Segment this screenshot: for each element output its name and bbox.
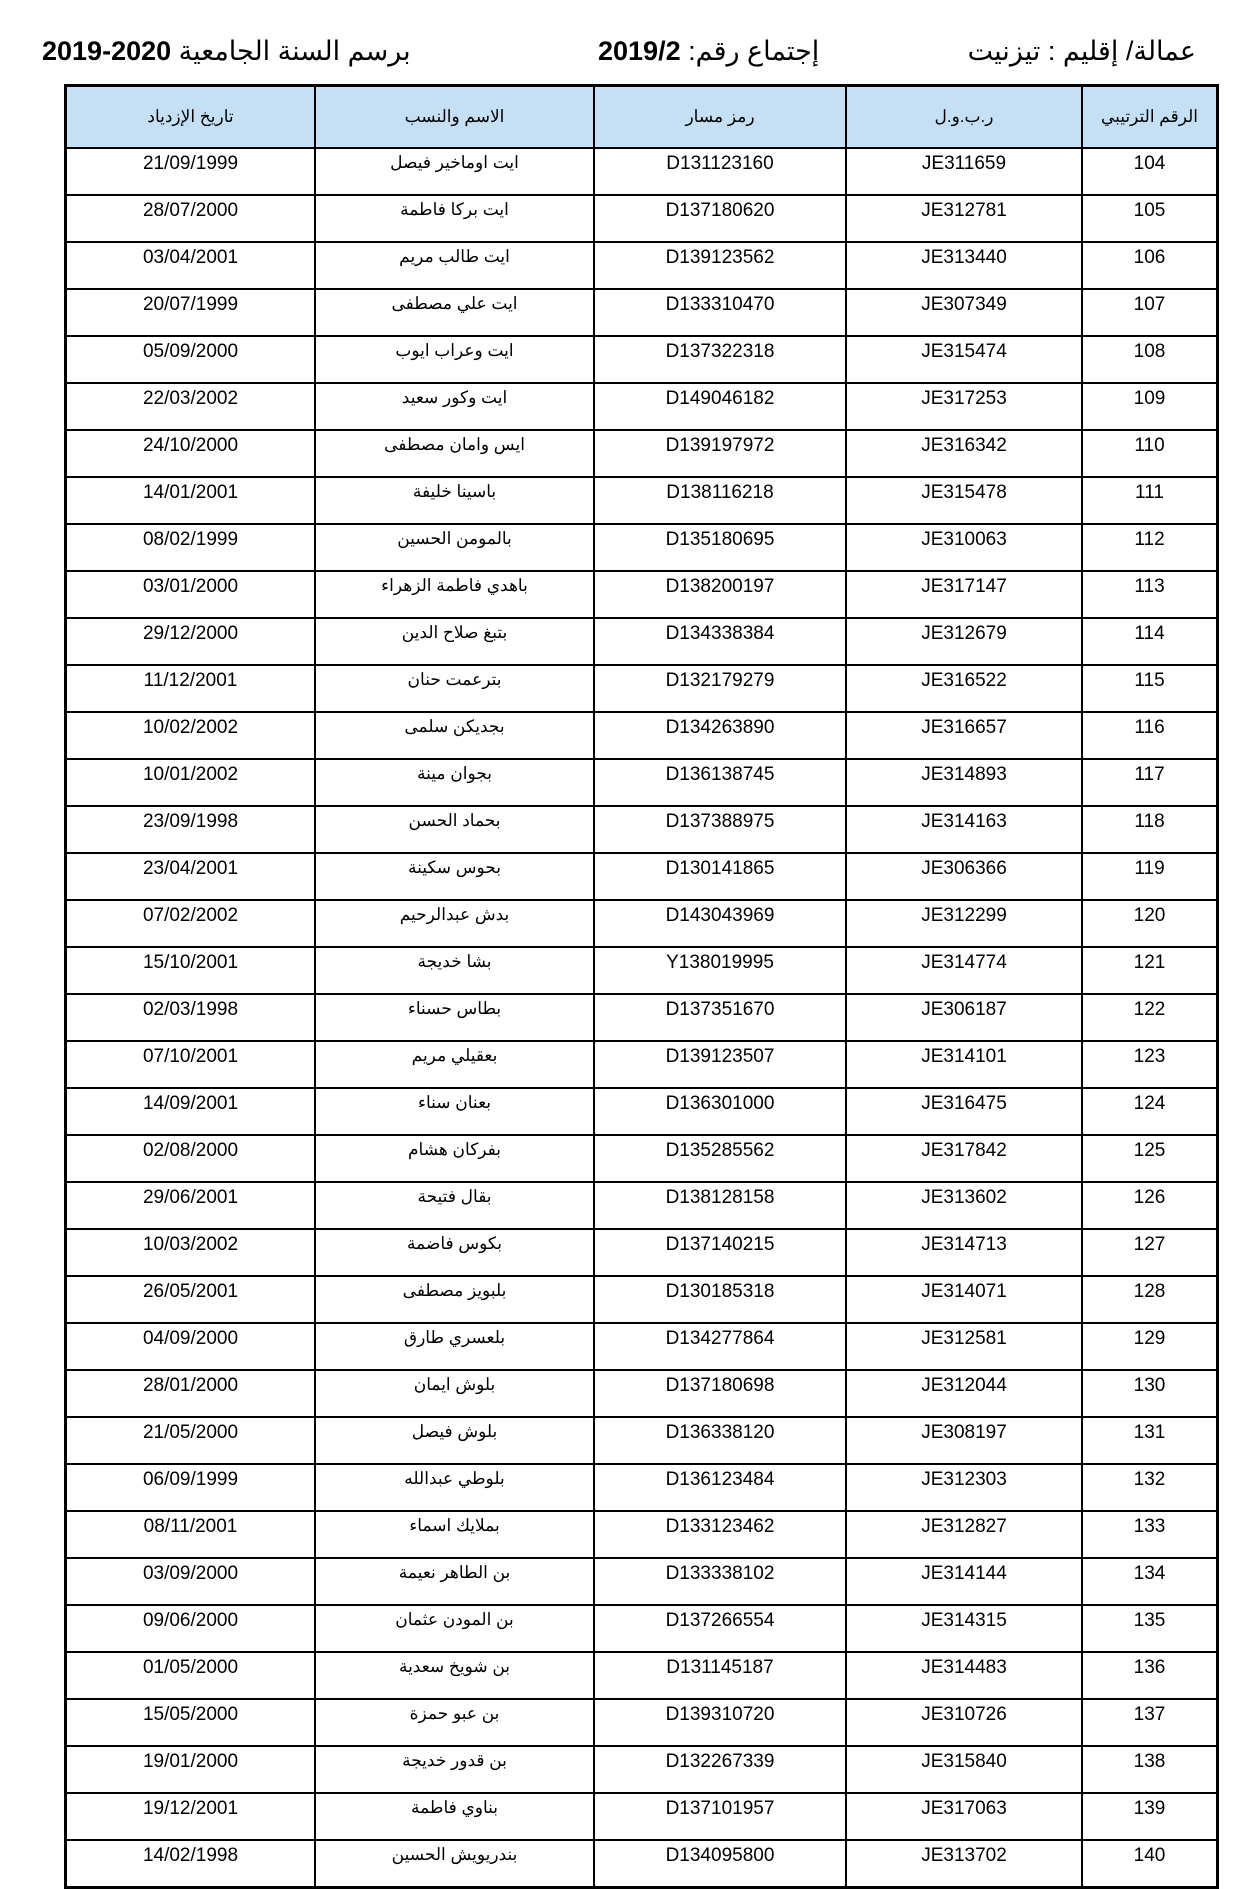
order-cell: 139 — [1082, 1793, 1218, 1840]
massar-cell: D139197972 — [594, 430, 846, 477]
order-cell: 122 — [1082, 994, 1218, 1041]
birthdate-cell: 10/01/2002 — [66, 759, 316, 806]
table-row — [66, 1041, 1218, 1088]
table-row — [66, 1182, 1218, 1229]
name-cell: بن قدور خديجة — [315, 1746, 594, 1793]
birthdate-cell: 03/01/2000 — [66, 571, 316, 618]
cne-cell: JE317147 — [846, 571, 1082, 618]
order-cell: 117 — [1082, 759, 1218, 806]
cne-cell: JE306187 — [846, 994, 1082, 1041]
name-cell: بن شويخ سعدية — [315, 1652, 594, 1699]
order-cell: 133 — [1082, 1511, 1218, 1558]
massar-cell: D149046182 — [594, 383, 846, 430]
massar-cell: Y138019995 — [594, 947, 846, 994]
name-cell: بعنان سناء — [315, 1088, 594, 1135]
table-row — [66, 148, 1218, 195]
cne-cell: JE313702 — [846, 1840, 1082, 1888]
massar-cell: D131145187 — [594, 1652, 846, 1699]
order-cell: 111 — [1082, 477, 1218, 524]
birthdate-cell: 02/08/2000 — [66, 1135, 316, 1182]
birthdate-cell: 20/07/1999 — [66, 289, 316, 336]
cne-cell: JE314893 — [846, 759, 1082, 806]
massar-cell: D137180620 — [594, 195, 846, 242]
birthdate-cell: 21/09/1999 — [66, 148, 316, 195]
academic-year — [42, 36, 411, 67]
table-row — [66, 1229, 1218, 1276]
birthdate-cell: 08/02/1999 — [66, 524, 316, 571]
table-row — [66, 1323, 1218, 1370]
table-row — [66, 383, 1218, 430]
cne-cell: JE308197 — [846, 1417, 1082, 1464]
massar-cell: D137322318 — [594, 336, 846, 383]
table-row — [66, 1746, 1218, 1793]
cne-cell: JE312303 — [846, 1464, 1082, 1511]
name-cell: بن المودن عثمان — [315, 1605, 594, 1652]
massar-cell: D137351670 — [594, 994, 846, 1041]
birthdate-cell: 10/03/2002 — [66, 1229, 316, 1276]
table-row — [66, 712, 1218, 759]
cne-cell: JE316342 — [846, 430, 1082, 477]
col-header-birthdate: تاريخ الإزدياد — [66, 86, 316, 149]
cne-cell: JE314144 — [846, 1558, 1082, 1605]
meeting-number: 2019/2 — [598, 36, 681, 66]
massar-cell: D138200197 — [594, 571, 846, 618]
name-cell: بفركان هشام — [315, 1135, 594, 1182]
birthdate-cell: 19/01/2000 — [66, 1746, 316, 1793]
cne-cell: JE317063 — [846, 1793, 1082, 1840]
table-row — [66, 1699, 1218, 1746]
order-cell: 119 — [1082, 853, 1218, 900]
name-cell: ايت بركا فاطمة — [315, 195, 594, 242]
name-cell: بلوش ايمان — [315, 1370, 594, 1417]
order-cell: 130 — [1082, 1370, 1218, 1417]
cne-cell: JE312827 — [846, 1511, 1082, 1558]
order-cell: 116 — [1082, 712, 1218, 759]
massar-cell: D136123484 — [594, 1464, 846, 1511]
birthdate-cell: 03/04/2001 — [66, 242, 316, 289]
massar-cell: D134338384 — [594, 618, 846, 665]
table-row — [66, 1840, 1218, 1888]
cne-cell: JE313440 — [846, 242, 1082, 289]
massar-cell: D139310720 — [594, 1699, 846, 1746]
birthdate-cell: 29/12/2000 — [66, 618, 316, 665]
table-row — [66, 289, 1218, 336]
birthdate-cell: 15/05/2000 — [66, 1699, 316, 1746]
birthdate-cell: 26/05/2001 — [66, 1276, 316, 1323]
massar-cell: D137266554 — [594, 1605, 846, 1652]
name-cell: بحماد الحسن — [315, 806, 594, 853]
students-table — [64, 84, 1219, 1889]
order-cell: 135 — [1082, 1605, 1218, 1652]
birthdate-cell: 07/02/2002 — [66, 900, 316, 947]
massar-cell: D131123160 — [594, 148, 846, 195]
cne-cell: JE307349 — [846, 289, 1082, 336]
table-row — [66, 806, 1218, 853]
name-cell: ايت اوماخير فيصل — [315, 148, 594, 195]
cne-cell: JE312299 — [846, 900, 1082, 947]
massar-cell: D137101957 — [594, 1793, 846, 1840]
birthdate-cell: 19/12/2001 — [66, 1793, 316, 1840]
birthdate-cell: 14/02/1998 — [66, 1840, 316, 1888]
massar-cell: D132179279 — [594, 665, 846, 712]
name-cell: ايت طالب مريم — [315, 242, 594, 289]
birthdate-cell: 22/03/2002 — [66, 383, 316, 430]
birthdate-cell: 28/07/2000 — [66, 195, 316, 242]
meeting-info — [598, 36, 819, 67]
name-cell: باهدي فاطمة الزهراء — [315, 571, 594, 618]
order-cell: 140 — [1082, 1840, 1218, 1888]
order-cell: 104 — [1082, 148, 1218, 195]
massar-cell: D134277864 — [594, 1323, 846, 1370]
massar-cell: D138116218 — [594, 477, 846, 524]
name-cell: بجوان مينة — [315, 759, 594, 806]
name-cell: ايت وكور سعيد — [315, 383, 594, 430]
birthdate-cell: 03/09/2000 — [66, 1558, 316, 1605]
table-row — [66, 618, 1218, 665]
name-cell: ايت علي مصطفى — [315, 289, 594, 336]
academic-year-value: 2020-2019 — [42, 36, 172, 66]
table-row — [66, 1793, 1218, 1840]
table-row — [66, 853, 1218, 900]
birthdate-cell: 11/12/2001 — [66, 665, 316, 712]
birthdate-cell: 28/01/2000 — [66, 1370, 316, 1417]
table-row — [66, 1276, 1218, 1323]
cne-cell: JE317842 — [846, 1135, 1082, 1182]
birthdate-cell: 10/02/2002 — [66, 712, 316, 759]
birthdate-cell: 01/05/2000 — [66, 1652, 316, 1699]
name-cell: بلوش فيصل — [315, 1417, 594, 1464]
order-cell: 109 — [1082, 383, 1218, 430]
cne-cell: JE313602 — [846, 1182, 1082, 1229]
order-cell: 115 — [1082, 665, 1218, 712]
cne-cell: JE312781 — [846, 195, 1082, 242]
birthdate-cell: 29/06/2001 — [66, 1182, 316, 1229]
name-cell: بترعمت حنان — [315, 665, 594, 712]
table-row — [66, 477, 1218, 524]
cne-cell: JE315478 — [846, 477, 1082, 524]
table-row — [66, 242, 1218, 289]
massar-cell: D137180698 — [594, 1370, 846, 1417]
col-header-massar: رمز مسار — [594, 86, 846, 149]
cne-cell: JE306366 — [846, 853, 1082, 900]
cne-cell: JE312044 — [846, 1370, 1082, 1417]
massar-cell: D137140215 — [594, 1229, 846, 1276]
order-cell: 124 — [1082, 1088, 1218, 1135]
massar-cell: D139123562 — [594, 242, 846, 289]
order-cell: 136 — [1082, 1652, 1218, 1699]
table-header-row — [66, 86, 1218, 149]
order-cell: 132 — [1082, 1464, 1218, 1511]
name-cell: بندريويش الحسين — [315, 1840, 594, 1888]
order-cell: 138 — [1082, 1746, 1218, 1793]
cne-cell: JE314483 — [846, 1652, 1082, 1699]
cne-cell: JE316657 — [846, 712, 1082, 759]
table-row — [66, 900, 1218, 947]
massar-cell: D133338102 — [594, 1558, 846, 1605]
cne-cell: JE314713 — [846, 1229, 1082, 1276]
massar-cell: D135285562 — [594, 1135, 846, 1182]
birthdate-cell: 09/06/2000 — [66, 1605, 316, 1652]
table-row — [66, 1370, 1218, 1417]
massar-cell: D133123462 — [594, 1511, 846, 1558]
name-cell: بلعسري طارق — [315, 1323, 594, 1370]
name-cell: باسينا خليفة — [315, 477, 594, 524]
table-row — [66, 1088, 1218, 1135]
birthdate-cell: 23/09/1998 — [66, 806, 316, 853]
cne-cell: JE310726 — [846, 1699, 1082, 1746]
birthdate-cell: 04/09/2000 — [66, 1323, 316, 1370]
birthdate-cell: 15/10/2001 — [66, 947, 316, 994]
cne-cell: JE316475 — [846, 1088, 1082, 1135]
table-row — [66, 336, 1218, 383]
cne-cell: JE315840 — [846, 1746, 1082, 1793]
order-cell: 125 — [1082, 1135, 1218, 1182]
col-header-cne: ر.ب.و.ل — [846, 86, 1082, 149]
birthdate-cell: 24/10/2000 — [66, 430, 316, 477]
massar-cell: D133310470 — [594, 289, 846, 336]
cne-cell: JE312581 — [846, 1323, 1082, 1370]
table-row — [66, 571, 1218, 618]
cne-cell: JE314774 — [846, 947, 1082, 994]
massar-cell: D136301000 — [594, 1088, 846, 1135]
order-cell: 128 — [1082, 1276, 1218, 1323]
table-row — [66, 195, 1218, 242]
name-cell: بن عبو حمزة — [315, 1699, 594, 1746]
cne-cell: JE310063 — [846, 524, 1082, 571]
cne-cell: JE316522 — [846, 665, 1082, 712]
cne-cell: JE315474 — [846, 336, 1082, 383]
massar-cell: D135180695 — [594, 524, 846, 571]
order-cell: 129 — [1082, 1323, 1218, 1370]
order-cell: 106 — [1082, 242, 1218, 289]
name-cell: بعقيلي مريم — [315, 1041, 594, 1088]
name-cell: بلوطي عبدالله — [315, 1464, 594, 1511]
birthdate-cell: 14/01/2001 — [66, 477, 316, 524]
order-cell: 120 — [1082, 900, 1218, 947]
name-cell: بطاس حسناء — [315, 994, 594, 1041]
birthdate-cell: 14/09/2001 — [66, 1088, 316, 1135]
table-row — [66, 1135, 1218, 1182]
table-row — [66, 994, 1218, 1041]
name-cell: بن الطاهر نعيمة — [315, 1558, 594, 1605]
name-cell: بملايك اسماء — [315, 1511, 594, 1558]
table-row — [66, 1652, 1218, 1699]
name-cell: بدش عبدالرحيم — [315, 900, 594, 947]
order-cell: 137 — [1082, 1699, 1218, 1746]
massar-cell: D138128158 — [594, 1182, 846, 1229]
region-label: عمالة/ إقليم : تيزنيت — [967, 36, 1196, 66]
massar-cell: D136338120 — [594, 1417, 846, 1464]
cne-cell: JE311659 — [846, 148, 1082, 195]
cne-cell: JE317253 — [846, 383, 1082, 430]
name-cell: بناوي فاطمة — [315, 1793, 594, 1840]
table-row — [66, 947, 1218, 994]
order-cell: 127 — [1082, 1229, 1218, 1276]
massar-cell: D137388975 — [594, 806, 846, 853]
birthdate-cell: 08/11/2001 — [66, 1511, 316, 1558]
massar-cell: D139123507 — [594, 1041, 846, 1088]
order-cell: 131 — [1082, 1417, 1218, 1464]
meeting-label: إجتماع رقم: — [688, 36, 820, 66]
massar-cell: D134263890 — [594, 712, 846, 759]
cne-cell: JE314163 — [846, 806, 1082, 853]
name-cell: بجديكن سلمى — [315, 712, 594, 759]
name-cell: بحوس سكينة — [315, 853, 594, 900]
cne-cell: JE314071 — [846, 1276, 1082, 1323]
birthdate-cell: 06/09/1999 — [66, 1464, 316, 1511]
order-cell: 112 — [1082, 524, 1218, 571]
name-cell: ايت وعراب ايوب — [315, 336, 594, 383]
order-cell: 121 — [1082, 947, 1218, 994]
name-cell: بلبويز مصطفى — [315, 1276, 594, 1323]
table-row — [66, 1464, 1218, 1511]
name-cell: بكوس فاضمة — [315, 1229, 594, 1276]
cne-cell: JE314101 — [846, 1041, 1082, 1088]
massar-cell: D134095800 — [594, 1840, 846, 1888]
name-cell: بالمومن الحسين — [315, 524, 594, 571]
birthdate-cell: 02/03/1998 — [66, 994, 316, 1041]
cne-cell: JE314315 — [846, 1605, 1082, 1652]
table-row — [66, 759, 1218, 806]
order-cell: 118 — [1082, 806, 1218, 853]
birthdate-cell: 07/10/2001 — [66, 1041, 316, 1088]
table-row — [66, 1605, 1218, 1652]
name-cell: بقال فتيحة — [315, 1182, 594, 1229]
order-cell: 108 — [1082, 336, 1218, 383]
table-row — [66, 524, 1218, 571]
order-cell: 113 — [1082, 571, 1218, 618]
birthdate-cell: 23/04/2001 — [66, 853, 316, 900]
order-cell: 126 — [1082, 1182, 1218, 1229]
name-cell: بشا خديجة — [315, 947, 594, 994]
order-cell: 123 — [1082, 1041, 1218, 1088]
birthdate-cell: 05/09/2000 — [66, 336, 316, 383]
order-cell: 110 — [1082, 430, 1218, 477]
order-cell: 107 — [1082, 289, 1218, 336]
order-cell: 134 — [1082, 1558, 1218, 1605]
massar-cell: D130185318 — [594, 1276, 846, 1323]
birthdate-cell: 21/05/2000 — [66, 1417, 316, 1464]
massar-cell: D143043969 — [594, 900, 846, 947]
massar-cell: D132267339 — [594, 1746, 846, 1793]
academic-year-label: برسم السنة الجامعية — [178, 36, 411, 66]
order-cell: 105 — [1082, 195, 1218, 242]
order-cell: 114 — [1082, 618, 1218, 665]
col-header-order: الرقم الترتيبي — [1082, 86, 1218, 149]
col-header-name: الاسم والنسب — [315, 86, 594, 149]
name-cell: ايس وامان مصطفى — [315, 430, 594, 477]
cne-cell: JE312679 — [846, 618, 1082, 665]
table-row — [66, 1511, 1218, 1558]
massar-cell: D136138745 — [594, 759, 846, 806]
table-row — [66, 430, 1218, 477]
table-row — [66, 1417, 1218, 1464]
name-cell: بتبغ صلاح الدين — [315, 618, 594, 665]
table-row — [66, 1558, 1218, 1605]
massar-cell: D130141865 — [594, 853, 846, 900]
table-row — [66, 665, 1218, 712]
